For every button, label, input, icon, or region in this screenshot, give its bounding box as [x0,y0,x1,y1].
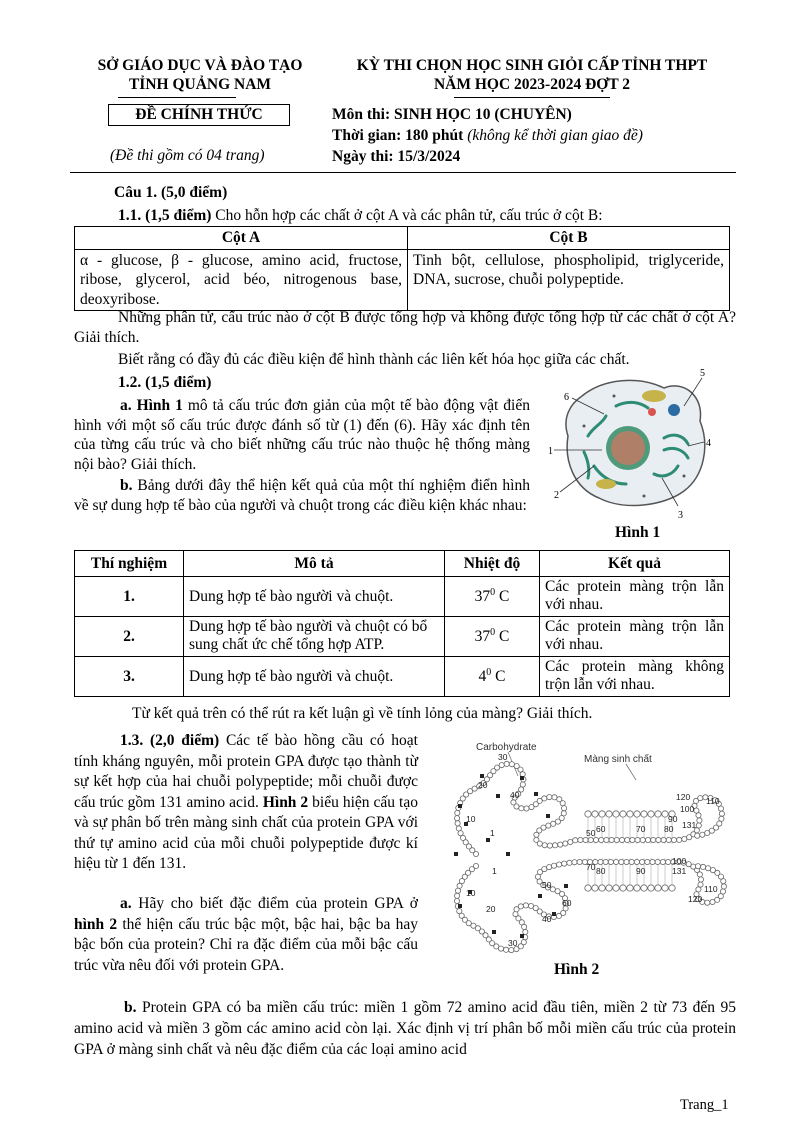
col-b-cell: Tinh bột, cellulose, phospholipid, triglyceride, DNA, sucrose, chuỗi polypeptide. [408,249,730,311]
chain-bottom-number: 70 [586,862,596,872]
col-b-header: Cột B [408,227,730,250]
q13b-para [74,997,736,1060]
row3-temp [445,657,540,697]
fig1-label-2: 2 [554,490,559,501]
table-row [75,617,730,657]
q13a-label: a. [120,895,132,912]
row3-temp-value: 4 [478,667,487,685]
row1-temp-sup: 0 [490,586,496,598]
chain-top-number: 50 [586,828,596,838]
lipid-bilayer [585,811,675,891]
chain-bottom-number: 60 [562,898,572,908]
exam-date: Ngày thi: 15/3/2024 [332,148,461,165]
q13b-label: b. [124,999,137,1016]
row1-temp-value: 37 [474,587,491,605]
mitochondrion [642,390,666,402]
row2-desc: Dung hợp tế bào người và chuột có bổ sung chất ức chế tổng hợp ATP. [184,617,445,657]
org-line1: SỞ GIÁO DỤC VÀ ĐÀO TẠO [97,57,303,74]
q12-conclusion: Từ kết quả trên có thể rút ra kết luận gì về tính lỏng của màng? Giải thích. [132,705,593,722]
lysosome [668,404,680,416]
question-title: Câu 1. (5,0 điểm) [114,184,228,201]
nucleus [611,431,645,465]
q11-head: 1.1. (1,5 điểm) [118,207,212,224]
q13-fig-ref: Hình 2 [262,793,309,811]
chain-bottom-number: 80 [596,866,606,876]
exam-info [332,104,643,167]
chain-top-number: 90 [668,814,678,824]
q12a-para [74,396,530,474]
row1-temp [445,577,540,617]
chain-bottom-number: 120 [688,894,703,904]
chain-bottom-number: 100 [672,856,687,866]
q11-text: Cho hỗn hợp các chất ở cột A và các phân tử, cấu trúc ở cột B: [211,207,603,224]
row3-result: Các protein màng không trộn lẫn với nhau. [540,657,730,697]
row2-temp-value: 37 [474,627,491,645]
q11-line [118,206,603,226]
header-right [332,56,732,94]
fig2-label-membrane: Màng sinh chất [584,754,652,765]
chain-bottom-number: 50 [542,880,552,890]
header-left [80,56,320,94]
chain-top-number: 80 [664,824,674,834]
chain-bottom-number: 131 [672,866,687,876]
q13-head: 1.3. (2,0 điểm) [120,732,220,749]
col-a-cell: α - glucose, β - glucose, amino acid, fructose, ribose, glycerol, acid béo, nitrogenous base, deoxyribose. [75,249,408,311]
time-note: (không kể thời gian giao đề) [467,127,643,144]
chain-top-number: 120 [676,792,691,802]
chain-top-number: 20 [478,780,488,790]
th-description: Mô tả [184,551,445,577]
th-temperature: Nhiệt độ [445,551,540,577]
fig1-label-4: 4 [706,438,711,449]
chain-bottom-number: 1 [492,866,497,876]
row2-temp [445,617,540,657]
table-row [75,577,730,617]
fig1-label-6: 6 [564,392,569,403]
fig2-label-carbohydrate: Carbohydrate [476,742,537,753]
chain-top-number: 30 [498,752,508,762]
q13a-text2: thể hiện cấu trúc bậc một, bậc hai, bậc ba hay bậc bốn của protein? Chỉ ra đặc điểm của mỗi bậc cấu trúc vừa nêu đối với protein GPA. [74,915,418,974]
q13a-fig: hình 2 [74,915,118,933]
official-box: ĐỀ CHÍNH THỨC [108,104,290,126]
fig1-label-3: 3 [678,510,683,521]
chain-bottom-number: 30 [508,938,518,948]
q13-para [74,731,418,875]
subject: Môn thi: SINH HỌC 10 (CHUYÊN) [332,106,572,123]
pages-note: (Đề thi gồm có 04 trang) [110,147,265,164]
row2-no: 2. [75,617,184,657]
row3-no: 3. [75,657,184,697]
chain-top-number: 70 [636,824,646,834]
q11-para1: Những phân tử, cấu trúc nào ở cột B được tổng hợp và không được tổng hợp từ các chất ở cột A? Giải thích. [74,309,736,346]
fig1-label-5: 5 [700,368,705,379]
row1-temp-unit: C [495,587,510,605]
table-row [75,657,730,697]
fig1-label-1: 1 [548,446,553,457]
q12-head: 1.2. (1,5 điểm) [118,374,212,391]
q12a-text: mô tả cấu trúc đơn giản của một tế bào động vật điển hình với một số cấu trúc được đánh số từ (1) đến (6). Hãy xác định tên của từng cấu trúc và cho biết những cấu trúc nào thuộc hệ thống màng nội bào? Giải thích. [74,397,530,473]
q12b-para [74,476,530,515]
page-number: Trang_1 [680,1097,729,1113]
figure-2-caption: Hình 2 [554,961,600,978]
org-line2: TỈNH QUẢNG NAM [128,76,272,93]
time-label: Thời gian: 180 phút [332,127,464,144]
q11-para2: Biết rằng có đầy đủ các điều kiện để hình thành các liên kết hóa học giữa các chất. [118,351,630,368]
row3-temp-sup: 0 [486,666,492,678]
chain-top-number: 131 [682,820,697,830]
q13b-text: Protein GPA có ba miền cấu trúc: miền 1 gồm 72 amino acid đầu tiên, miền 2 từ 73 đến 95 amino acid và miền 3 gồm các amino acid còn lại. Xác định vị trí phân bố mỗi miền cấu trúc của protein GPA ở màng sinh chất và nêu đặc điểm của các loại amino acid [74,999,736,1058]
row2-temp-unit: C [495,627,510,645]
row1-result: Các protein màng trộn lẫn với nhau. [540,577,730,617]
row2-temp-sup: 0 [490,626,496,638]
q12b-text: Bảng dưới đây thể hiện kết quả của một thí nghiệm điển hình về sự dung hợp tế bào của người và chuột trong các điều kiện khác nhau: [74,477,530,514]
col-a-header: Cột A [75,227,408,250]
table-columns [74,226,730,311]
row3-temp-unit: C [491,667,506,685]
header-divider [70,172,736,173]
figure-1-cell [544,366,724,521]
experiment-table [74,550,730,697]
chain-bottom-numbers [466,856,718,948]
th-experiment: Thí nghiệm [75,551,184,577]
chain-bottom-number: 40 [542,914,552,924]
th-result: Kết quả [540,551,730,577]
chain-top-number: 40 [510,790,520,800]
q13-text-b: biểu hiện cấu tạo và sự phân bố trên màng sinh chất của protein GPA với thứ tự amino acid của mỗi chuỗi polypeptide được kí hiệu từ 1 đến 131. [74,793,418,872]
exam-line2: NĂM HỌC 2023-2024 ĐỢT 2 [433,76,631,93]
mitochondrion-2 [596,479,616,489]
q12a-label: a. Hình 1 [120,397,183,414]
chain-bottom-number: 110 [704,884,718,894]
chain-top-number: 110 [706,796,720,806]
chain-bottom-number: 10 [466,888,476,898]
chain-bottom-number: 90 [636,866,646,876]
chain-top-number: 60 [596,824,606,834]
q13a-text1: Hãy cho biết đặc điểm của protein GPA ở [131,895,418,912]
q12b-label: b. [120,477,133,494]
vesicle [648,408,656,416]
row1-no: 1. [75,577,184,617]
chain-top-number: 100 [680,804,695,814]
row2-result: Các protein màng trộn lẫn với nhau. [540,617,730,657]
q13-text-a: Các tế bào hồng cầu có hoạt tính kháng nguyên, mỗi protein GPA được tạo thành từ sự kết hợp của hai chuỗi polypeptide; mỗi chuỗi được cấu trúc gồm 131 amino acid. [74,732,418,811]
chain-top-number: 10 [466,814,476,824]
figure-1-caption: Hình 1 [615,524,661,541]
q13a-para [74,894,418,976]
row3-desc: Dung hợp tế bào người và chuột. [184,657,445,697]
figure-2-gpa [436,736,736,960]
chain-top-number: 1 [490,828,495,838]
fig2-membrane-leader [626,764,636,780]
org-underline [118,97,236,98]
exam-line1: KỲ THI CHỌN HỌC SINH GIỎI CẤP TỈNH THPT [356,57,708,74]
exam-underline [454,97,610,98]
row1-desc: Dung hợp tế bào người và chuột. [184,577,445,617]
chain-bottom-number: 20 [486,904,496,914]
